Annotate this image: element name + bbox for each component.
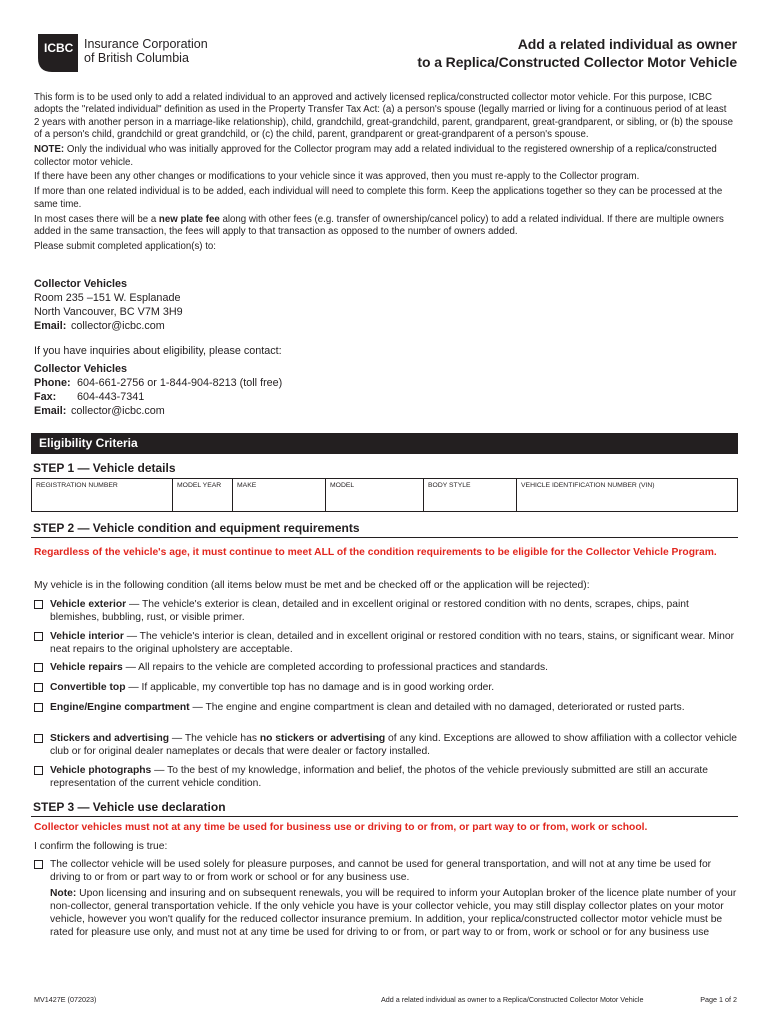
item-label: Stickers and advertising [50,733,170,744]
declaration-text: The collector vehicle will be used solely for pleasure purposes, and cannot be used for general transportation, and will not at any time be used for driving to or from or part way to or from work or school or for any business use. [50,859,712,883]
checklist-item-engine [34,702,738,715]
item-text-b: of any kind. Exceptions are allowed to show affiliation with a collector vehicle club or for original dealer nameplates or decals that were dealer or factory installed. [50,733,737,757]
checklist-item-interior [34,631,738,656]
intro-paragraph-4: If more than one related individual is to be added, each individual will need to complete this form. Keep the applications together so they can be processed at the same time. [34,186,723,210]
checklist-item-convertible-top [34,682,738,695]
item-label: Engine/Engine compartment [50,702,190,713]
note-text: Only the individual who was initially approved for the Collector program may add a related individual to the registered ownership of a replica/constructed collector motor vehicle. [34,144,717,168]
intro-paragraph-5 [34,214,734,239]
section-title: Eligibility Criteria [39,436,138,450]
contact-email-label: Email: [34,405,67,417]
item-label: Vehicle repairs [50,662,123,673]
item-text: — The engine and engine compartment is clean and detailed with no damaged, deteriorated or rusted parts. [189,702,685,713]
title-line-2: to a Replica/Constructed Collector Motor Vehicle [417,54,737,70]
contact-phone-row [34,376,434,390]
title-line-1: Add a related individual as owner [517,36,737,52]
step3-note-label: Note: [50,888,77,899]
note-label: NOTE: [34,144,65,156]
step3-divider [31,816,738,817]
org-line-2: of British Columbia [84,51,189,65]
inquiry-text: If you have inquiries about eligibility, please contact: [34,345,282,357]
contact-name: Collector Vehicles [34,363,128,375]
checkbox-pleasure-use[interactable] [34,860,43,869]
item-label: Vehicle exterior [50,599,127,610]
model-year-field[interactable]: MODEL YEAR [173,479,233,512]
fee-text-a: In most cases there will be a [34,213,159,225]
step2-lead: My vehicle is in the following condition (all items below must be met and be checked off or the application will be rejected): [34,580,590,591]
vin-field[interactable]: VEHICLE IDENTIFICATION NUMBER (VIN) [517,479,738,512]
fax-value: 604-443-7341 [77,391,145,403]
contact-fax-row [34,390,434,404]
item-text: — The vehicle's exterior is clean, detailed and in excellent original or restored condition with no dents, scrapes, chips, paint blemishes, bubbling, rust, or visible primer. [50,599,689,623]
mail-email-row [34,319,434,333]
item-text: — The vehicle's interior is clean, detailed and in excellent original or restored condition with no tears, stains, or significant wear. Minor neat repairs to the original upholstery are acceptable. [50,631,734,655]
model-field[interactable]: MODEL [326,479,424,512]
item-text: — All repairs to the vehicle are completed according to professional practices and standards. [122,662,548,673]
checkbox-exterior[interactable] [34,600,43,609]
item-text: — If applicable, my convertible top has no damage and is in good working order. [125,682,495,693]
page-number: Page 1 of 2 [700,995,737,1004]
intro-paragraph-6: Please submit completed application(s) to: [34,240,217,252]
body-style-field[interactable]: BODY STYLE [424,479,517,512]
icbc-logo [34,32,80,74]
checkbox-convertible-top[interactable] [34,683,43,692]
step3-title: STEP 3 — Vehicle use declaration [33,800,226,814]
contact-email-row [34,404,434,418]
fax-label: Fax: [34,391,57,403]
item-text: — To the best of my knowledge, information and belief, the photos of the vehicle previously submitted are still an accurate representation of the current vehicle condition. [50,765,709,789]
step3-warning: Collector vehicles must not at any time be used for business use or driving to or from, or part way to or from, work or school. [34,822,648,833]
intro-paragraph-3: If there have been any other changes or modifications to your vehicle since it was approved, then you must re-apply to the Collector program. [34,171,640,183]
inquiry-contact [34,362,434,418]
fee-text-c: along with other fees (e.g. transfer of ownership/cancel policy) to add a related individual. If there are multiple owners added in the same transaction, the fees will apply to that transaction as opposed to the number of owners added. [34,213,724,238]
intro-note [34,144,734,169]
item-label: Vehicle photographs [50,765,152,776]
checklist-item-exterior [34,599,738,624]
org-line-1: Insurance Corporation [84,37,208,51]
item-label: Convertible top [50,682,126,693]
phone-label: Phone: [34,377,71,389]
mail-email[interactable]: collector@icbc.com [71,320,165,332]
mailing-address [34,277,434,333]
form-code: MV1427E (072023) [34,995,97,1004]
logo-text: ICBC [44,41,74,55]
checkbox-stickers[interactable] [34,734,43,743]
footer-title: Add a related individual as owner to a Replica/Constructed Collector Motor Vehicle [381,995,644,1004]
step2-warning: Regardless of the vehicle's age, it must continue to meet ALL of the condition requirements to be eligible for the Collector Vehicle Program. [34,547,717,558]
mail-email-label: Email: [34,320,67,332]
step3-lead: I confirm the following is true: [34,841,168,852]
checklist-item-repairs [34,662,738,675]
step3-note [50,887,738,939]
step1-title: STEP 1 — Vehicle details [33,461,176,475]
checklist-item-stickers [34,733,738,758]
step3-note-text: Upon licensing and insuring and on subsequent renewals, you will be required to inform your Autoplan broker of the licence plate number of your non-collector, general transportation vehicle. If the only vehicle you have is your collector vehicle, you may still display collector plates on your motor vehicle, however you won't qualify for the reduced collector insurance premium. In addition, your replica/constructed collector motor vehicle must be rated for pleasure use only, and must not at any time be used for driving to or from, or part way to or from, work or school or for any business use [50,888,737,938]
organization-name [84,37,208,65]
make-field[interactable]: MAKE [233,479,326,512]
item-label: Vehicle interior [50,631,124,642]
item-text-bold: no stickers or advertising [259,733,386,744]
declaration-item [34,859,738,884]
eligibility-criteria-bar [31,433,738,454]
step2-title: STEP 2 — Vehicle condition and equipment requirements [33,521,360,535]
mail-name: Collector Vehicles [34,278,128,290]
phone-value: 604-661-2756 or 1-844-904-8213 (toll free) [77,377,283,389]
checklist-item-photographs [34,765,738,790]
checkbox-interior[interactable] [34,632,43,641]
step2-divider [31,537,738,538]
intro-text [34,92,734,256]
mail-line-2: North Vancouver, BC V7M 3H9 [34,306,183,318]
page-title [417,35,737,71]
checkbox-engine[interactable] [34,703,43,712]
fee-text-bold: new plate fee [158,213,220,225]
contact-email[interactable]: collector@icbc.com [71,405,165,417]
checkbox-photographs[interactable] [34,766,43,775]
item-text-a: — The vehicle has [169,733,260,744]
registration-number-field[interactable]: REGISTRATION NUMBER [32,479,173,512]
vehicle-details-table [31,478,738,512]
mail-line-1: Room 235 –151 W. Esplanade [34,292,181,304]
checkbox-repairs[interactable] [34,663,43,672]
intro-paragraph-1: This form is to be used only to add a related individual to an approved and actively licensed replica/constructed collector motor vehicle. For this purpose, ICBC adopts the "related individual" definition as used in the Property Transfer Tax Act: (a) a person's spouse (legally married or living for a continuous period of at least 2 years with another person in a marriage-like relationship), child, grandchild, great-grandchild, parent, grandparent, great-grandparent, or sibling, or (b) the spouse of a person's child, grandchild or great grandchild, or (c) the child, parent, grandparent or great-grandparent of a person's spouse. [34,92,733,141]
